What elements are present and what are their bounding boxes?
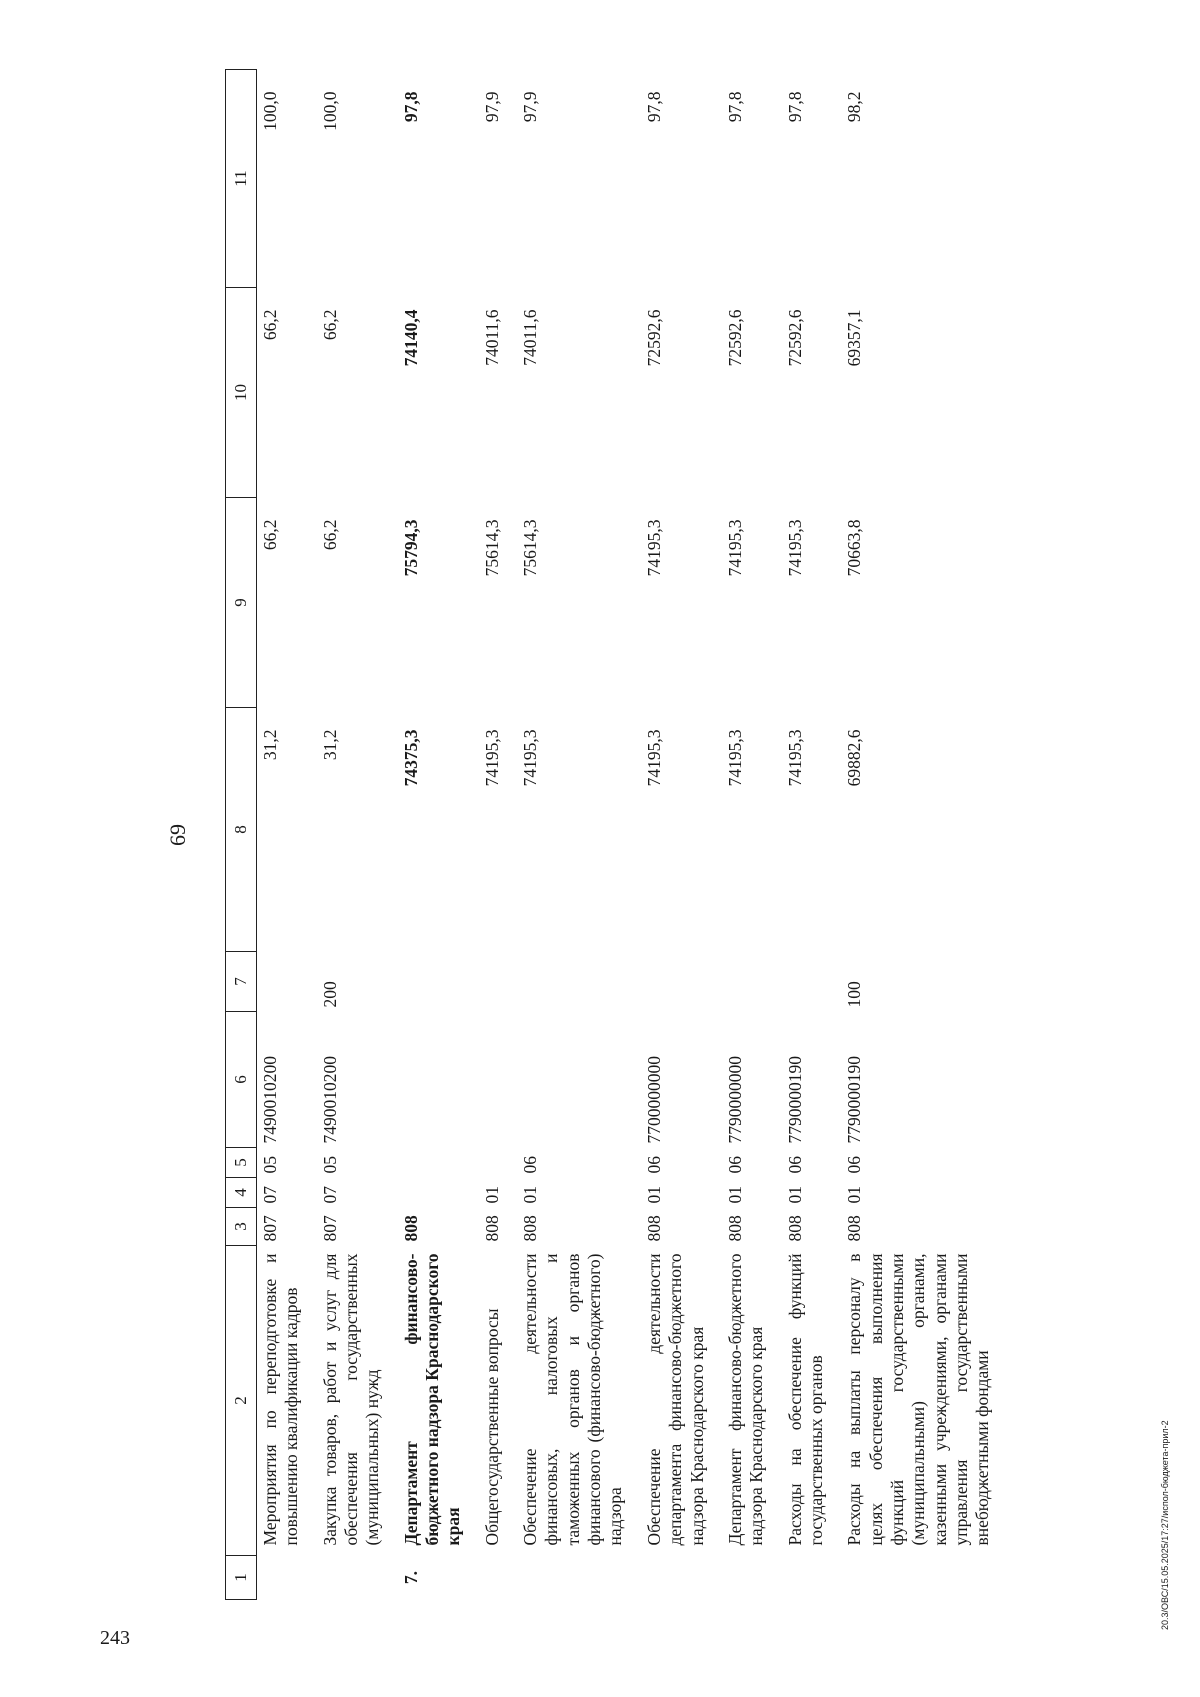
cell-col7: 100: [844, 981, 865, 1008]
table-body: [257, 70, 1008, 1600]
cell-col3: 808: [784, 1215, 805, 1242]
column-header-6: 6: [226, 1012, 257, 1148]
cell-col9: 70663,8: [844, 519, 865, 577]
cell-col10: 74011,6: [520, 309, 541, 366]
cell-col11: 97,8: [784, 91, 805, 123]
table-row: [317, 70, 398, 1600]
table-row: [641, 70, 722, 1600]
column-header-4: 4: [226, 1178, 257, 1208]
table-row: [841, 70, 1007, 1600]
cell-col11: 100,0: [260, 91, 280, 131]
cell-col4: 01: [520, 1186, 541, 1204]
rotated-table-block: [165, 70, 1055, 1600]
cell-col8: 74195,3: [724, 729, 745, 787]
side-note-text: 20.3/ОВС/15.05.2025/17:27/испол-бюджета-прил-2: [1160, 1420, 1170, 1630]
cell-col4: 01: [481, 1186, 502, 1204]
cell-col3: 808: [844, 1215, 865, 1242]
cell-col5: 06: [520, 1156, 541, 1174]
cell-col4: 01: [643, 1186, 664, 1204]
cell-col3: 808: [724, 1215, 745, 1242]
cell-col8: 74195,3: [520, 729, 541, 787]
cell-col7: [722, 952, 782, 1012]
cell-col9: 75794,3: [400, 519, 421, 577]
cell-col8: 31,2: [319, 729, 340, 761]
cell-col11: 97,8: [400, 91, 421, 123]
cell-col9: 74195,3: [643, 519, 664, 577]
column-header-1: 1: [226, 1556, 257, 1600]
table-row: [479, 70, 517, 1600]
column-header-3: 3: [226, 1208, 257, 1246]
cell-col6: 7700000000: [643, 1056, 664, 1144]
cell-name: Расходы на обеспечение функций государственных органов: [784, 1253, 826, 1546]
cell-col7: [257, 952, 317, 1012]
cell-col8: 31,2: [260, 729, 280, 761]
cell-col4: 07: [260, 1186, 280, 1204]
cell-col3: 807: [260, 1215, 280, 1242]
cell-col4: 01: [844, 1186, 865, 1204]
cell-col10: 72592,6: [724, 309, 745, 367]
cell-col7: [641, 952, 722, 1012]
cell-col9: 75614,3: [520, 519, 541, 577]
cell-col5: 05: [260, 1156, 280, 1174]
column-header-10: 10: [226, 288, 257, 498]
cell-col6: 7790000190: [844, 1056, 865, 1144]
cell-col4: [398, 1178, 479, 1208]
cell-col7: [398, 952, 479, 1012]
page-number: 243: [100, 1627, 130, 1649]
cell-number: [517, 1556, 641, 1600]
table-header-row: [226, 70, 257, 1600]
cell-name: Обеспечение деятельности департамента финансово-бюджетного надзора Краснодарского края: [643, 1253, 707, 1546]
cell-number: [641, 1556, 722, 1600]
cell-col10: 66,2: [319, 309, 340, 341]
cell-name: Общегосударственные вопросы: [481, 1308, 502, 1546]
cell-col8: 69882,6: [844, 729, 865, 787]
cell-col5: [479, 1148, 517, 1178]
cell-col11: 98,2: [844, 91, 865, 123]
cell-col9: 75614,3: [481, 519, 502, 577]
cell-col3: 808: [520, 1215, 541, 1242]
cell-col5: 06: [724, 1156, 745, 1174]
cell-col11: 97,8: [724, 91, 745, 123]
cell-col11: 97,8: [643, 91, 664, 123]
cell-col9: 74195,3: [724, 519, 745, 577]
cell-col10: 69357,1: [844, 309, 865, 367]
cell-col9: 66,2: [319, 519, 340, 551]
cell-number: 7.: [400, 1570, 421, 1585]
column-header-11: 11: [226, 70, 257, 288]
column-header-7: 7: [226, 952, 257, 1012]
table-row: [517, 70, 641, 1600]
cell-col7: 200: [319, 981, 340, 1008]
cell-col11: 97,9: [520, 91, 541, 123]
table-row: [782, 70, 842, 1600]
cell-col10: 74011,6: [481, 309, 502, 366]
cell-col3: 808: [643, 1215, 664, 1242]
table-row: [398, 70, 479, 1600]
cell-col3: 808: [400, 1215, 421, 1242]
cell-col6: 7790000190: [784, 1056, 805, 1144]
column-header-8: 8: [226, 708, 257, 952]
cell-col4: 01: [784, 1186, 805, 1204]
cell-col9: 74195,3: [784, 519, 805, 577]
cell-col6: 7790000000: [724, 1056, 745, 1144]
table-row: [722, 70, 782, 1600]
cell-col5: 06: [844, 1156, 865, 1174]
cell-number: [782, 1556, 842, 1600]
cell-col8: 74195,3: [481, 729, 502, 787]
cell-name: Закупка товаров, работ и услуг для обеспечения государственных (муниципальных) нужд: [319, 1253, 383, 1546]
cell-col10: 72592,6: [643, 309, 664, 367]
cell-name: Мероприятия по переподготовке и повышению квалификации кадров: [260, 1253, 302, 1546]
cell-col4: 07: [319, 1186, 340, 1204]
cell-name: Расходы на выплаты персоналу в целях обеспечения выполнения функций государственными (муниципальными) органами, казенными учреждениями, органами управления государственными внебюджетными фондами: [844, 1253, 993, 1546]
cell-col8: 74195,3: [784, 729, 805, 787]
cell-col7: [517, 952, 641, 1012]
cell-col6: [398, 1012, 479, 1148]
cell-number: [257, 1556, 317, 1600]
budget-table: [225, 69, 1008, 1600]
cell-col10: 74140,4: [400, 309, 421, 367]
sheet-number: 69: [165, 824, 190, 846]
cell-col6: 7490010200: [319, 1056, 340, 1144]
cell-col6: [479, 1012, 517, 1148]
cell-col4: 01: [724, 1186, 745, 1204]
column-header-2: 2: [226, 1246, 257, 1556]
column-header-5: 5: [226, 1148, 257, 1178]
cell-col8: 74195,3: [643, 729, 664, 787]
cell-col10: 72592,6: [784, 309, 805, 367]
cell-col6: 7490010200: [260, 1056, 280, 1144]
cell-col9: 66,2: [260, 519, 280, 551]
cell-col10: 66,2: [260, 309, 280, 341]
cell-name: Департамент финансово-бюджетного надзора Краснодарского края: [400, 1253, 464, 1546]
cell-col6: [517, 1012, 641, 1148]
cell-col7: [479, 952, 517, 1012]
cell-col5: 06: [784, 1156, 805, 1174]
cell-col3: 808: [481, 1215, 502, 1242]
cell-col11: 97,9: [481, 91, 502, 123]
cell-col7: [782, 952, 842, 1012]
cell-col3: 807: [319, 1215, 340, 1242]
cell-number: [841, 1556, 1007, 1600]
cell-name: Департамент финансово-бюджетного надзора Краснодарского края: [724, 1253, 767, 1546]
cell-number: [722, 1556, 782, 1600]
cell-col8: 74375,3: [400, 729, 421, 787]
cell-col5: 06: [643, 1156, 664, 1174]
cell-col5: [398, 1148, 479, 1178]
side-note: [1160, 1330, 1174, 1630]
cell-col11: 100,0: [319, 91, 340, 131]
cell-name: Обеспечение деятельности финансовых, налоговых и таможенных органов и органов финансового (финансово-бюджетного) надзора: [520, 1253, 626, 1546]
cell-col5: 05: [319, 1156, 340, 1174]
cell-number: [479, 1556, 517, 1600]
cell-number: [317, 1556, 398, 1600]
column-header-9: 9: [226, 498, 257, 708]
table-row: [257, 70, 317, 1600]
